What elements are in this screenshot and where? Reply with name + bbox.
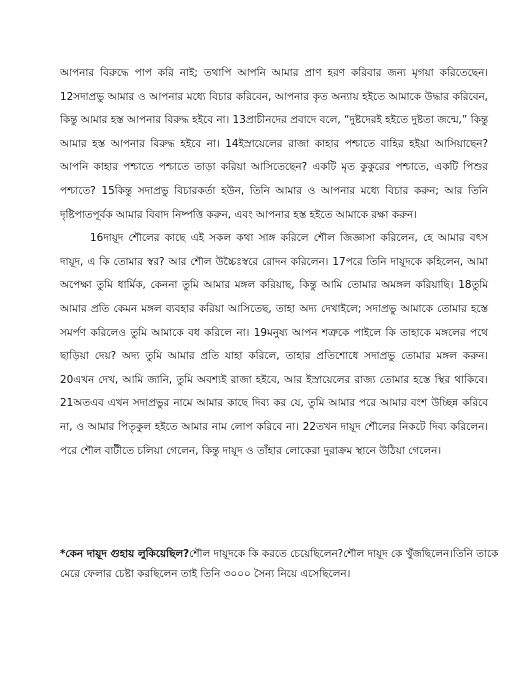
study-note-text xyxy=(60,544,500,584)
study-note-question: *কেন দায়ূদ গুহায় লুকিয়েছিল? xyxy=(60,548,190,560)
scripture-passage xyxy=(60,62,488,463)
passage-paragraph-2: 16দায়ূদ শৌলের কাছে এই সকল কথা সাঙ্গ করিলে শৌল জিজ্ঞাসা করিলেন, হে আমার বৎস দায়ূদ, এ কি তোমার স্বর? আর শৌল উচ্চৈঃস্বরে রোদন করিলেন। 17পরে তিনি দায়ূদকে কহিলেন, আমা অপেক্ষা তুমি ধার্মিক, কেননা তুমি আমার মঙ্গল করিয়াছ, কিন্তু আমি তোমার অমঙ্গল করিয়াছি। 18তুমি আমার প্রতি কেমন মঙ্গল ব্যবহার করিয়া আসিতেছ, তাহা অদ্য দেখাইলে; সদাপ্রভু আমাকে তোমার হস্তে সমর্পণ করিলেও তুমি আমাকে বধ করিলে না। 19মনুষ্য আপন শত্রুকে পাইলে কি তাহাকে মঙ্গলের পথে ছাড়িয়া দেয়? অদ্য তুমি আমার প্রতি যাহা করিলে, তাহার প্রতিশোধে সদাপ্রভু তোমার মঙ্গল করুন। 20এখন দেখ, আমি জানি, তুমি অবশ্যই রাজা হইবে, আর ইস্রায়েলের রাজ্য তোমার হস্তে স্থির থাকিবে। 21অতএব এখন সদাপ্রভুর নামে আমার কাছে দিব্য কর যে, তুমি আমার পরে আমার বংশ উচ্ছিন্ন করিবে না, ও আমার পিতৃকুল হইতে আমার নাম লোপ করিবে না। 22তখন দায়ূদ শৌলের নিকটে দিব্য করিলেন। পরে শৌল বাটীতে চলিয়া গেলেন, কিন্তু দায়ূদ ও তাঁহার লোকেরা দুরাক্রম স্থানে উঠিয়া গেলেন। xyxy=(60,232,488,457)
study-note-answer: শৌল দায়ূদকে কি করতে চেয়েছিলেন?শৌল দায়ূদ কে খুঁজছিলেন।তিনি তাকে মেরে ফেলার চেষ্টা করছিলেন তাই তিনি ৩০০০ সৈন্য নিয়ে এসেছিলেন। xyxy=(60,548,499,580)
study-note xyxy=(60,544,500,584)
passage-paragraph-1: আপনার বিরুদ্ধে পাপ করি নাই; তথাপি আপনি আমার প্রাণ হরণ করিবার জন্য মৃগয়া করিতেছেন। 12সদাপ্রভু আমার ও আপনার মধ্যে বিচার করিবেন, আপনার কৃত অন্যায় হইতে আমাকে উদ্ধার করিবেন, কিন্তু আমার হস্ত আপনার বিরুদ্ধ হইবে না। 13প্রাচীনদের প্রবাদে বলে, “দুষ্টদেরই হইতে দুষ্টতা জন্মে,” কিন্তু আমার হস্ত আপনার বিরুদ্ধ হইবে না। 14ইস্রায়েলের রাজা কাহার পশ্চাতে বাহির হইয়া আসিয়াছেন? আপনি কাহার পশ্চাতে পশ্চাতে তাড়া করিয়া আসিতেছেন? একটি মৃত কুকুরের পশ্চাতে, একটি পিশুর পশ্চাতে? 15কিন্তু সদাপ্রভু বিচারকর্তা হউন, তিনি আমার ও আপনার মধ্যে বিচার করুন; আর তিনি দৃষ্টিপাতপূর্বক আমার বিবাদ নিষ্পত্তি করুন, এবং আপনার হস্ত হইতে আমাকে রক্ষা করুন। xyxy=(60,67,488,221)
